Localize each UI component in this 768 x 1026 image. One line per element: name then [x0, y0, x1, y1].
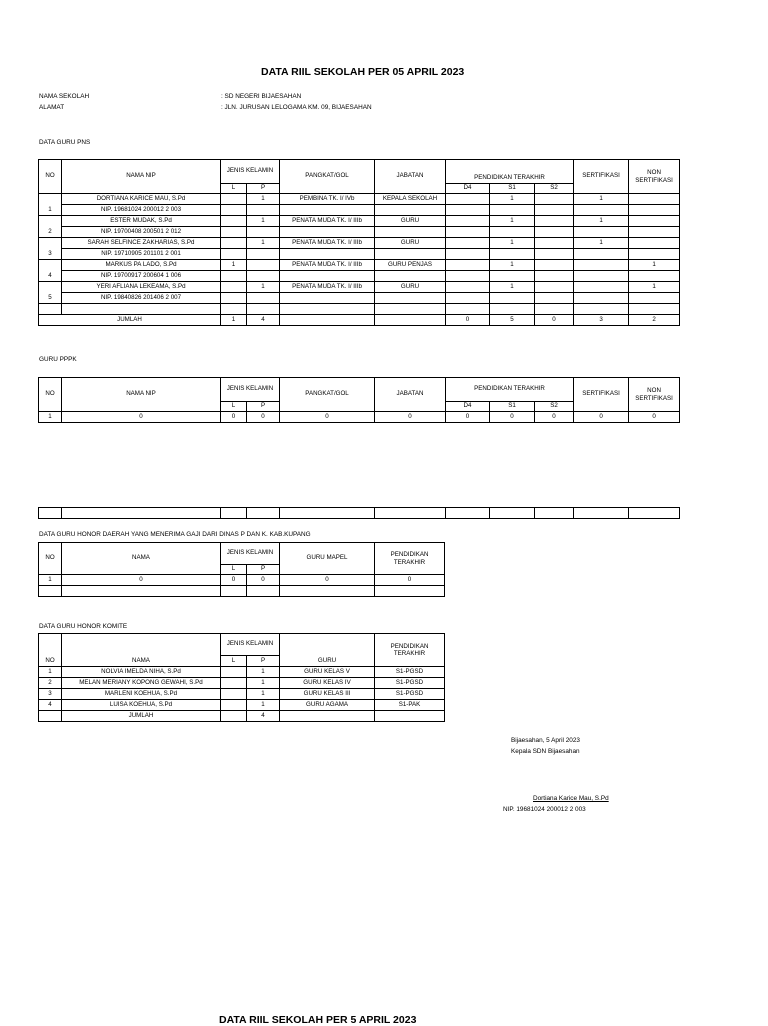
teacher-no: 4: [39, 271, 62, 282]
pppk-table: NO NAMA NIP JENIS KELAMIN PANGKAT/GOL JABATAN PENDIDIKAN TERAKHIR SERTIFIKASI NON SERTIFIKASI L P D4 S1 S2 1 0 0 0 0 0 0 0 0 0 0: [38, 377, 680, 423]
teacher-name: SARAH SELFINCE ZAKHARIAS, S.Pd: [62, 238, 221, 249]
teacher-nip: NIP. 19681024 200012 2 003: [62, 205, 221, 216]
col-rank-header: PANGKAT/GOL: [280, 378, 375, 412]
page-title: DATA RIIL SEKOLAH PER 05 APRIL 2023: [261, 66, 465, 78]
signature-role: Kepala SDN Bijaesahan: [511, 748, 580, 755]
table-row: [39, 586, 445, 597]
empty-row-strip: [38, 507, 680, 519]
table-row: [39, 293, 680, 304]
col-position-header: JABATAN: [375, 378, 446, 412]
teacher-no: 5: [39, 293, 62, 304]
honor-komite-heading: DATA GURU HONOR KOMITE: [39, 623, 128, 630]
teacher-nip: NIP. 19700408 200501 2 012: [62, 227, 221, 238]
pns-heading: DATA GURU PNS: [39, 139, 91, 146]
table-row: [39, 304, 680, 315]
school-name-value: : SD NEGERI BIJAESAHAN: [221, 93, 302, 100]
table-row: 2 MELAN MERIANY KOPONG GEWAHI, S.Pd 1 GURU KELAS IV S1-PGSD: [39, 678, 445, 689]
total-row: JUMLAH 1 4 0 5 0 3 2: [39, 315, 680, 326]
honor-daerah-heading: DATA GURU HONOR DAERAH YANG MENERIMA GAJI DARI DINAS P DAN K. KAB.KUPANG: [39, 531, 311, 538]
total-label: JUMLAH: [39, 315, 221, 326]
signature-place-date: Bijaesahan, 5 April 2023: [511, 737, 580, 744]
signature-name: Dortiana Karice Mau, S.Pd: [533, 795, 609, 802]
col-gender-header: JENIS KELAMIN: [221, 378, 280, 402]
col-p-header: P: [247, 184, 280, 194]
col-education-header: PENDIDIKAN TERAKHIR: [446, 160, 574, 184]
table-row: ESTER MUDAK, S.Pd 1 PENATA MUDA TK. I/ IIIb GURU 1 1: [39, 216, 680, 227]
col-s2-header: S2: [535, 184, 574, 194]
teacher-nip: NIP. 19710905 201101 2 001: [62, 249, 221, 260]
col-s1-header: S1: [490, 184, 535, 194]
signature-nip: NIP. 19681024 200012 2 003: [503, 806, 586, 813]
table-row: [39, 205, 680, 216]
teacher-nip: NIP. 19700917 200604 1 006: [62, 271, 221, 282]
table-row: SARAH SELFINCE ZAKHARIAS, S.Pd 1 PENATA MUDA TK. I/ IIIb GURU 1 1: [39, 238, 680, 249]
col-name-header: NAMA NIP: [62, 160, 221, 194]
school-name-label: NAMA SEKOLAH: [39, 93, 90, 100]
col-no-header: NO: [39, 160, 62, 194]
honor-daerah-table: NO NAMA JENIS KELAMIN GURU MAPEL PENDIDIKAN TERAKHIR L P 1 0 0 0 0 0: [38, 542, 445, 597]
table-row: MARKUS PA LADO, S.Pd 1 PENATA MUDA TK. I/ IIIb GURU PENJAS 1 1: [39, 260, 680, 271]
col-d4-header: D4: [446, 184, 490, 194]
col-education-header: PENDIDIKAN TERAKHIR: [446, 378, 574, 402]
col-cert-header: SERTIFIKASI: [574, 378, 629, 412]
col-noncert-header: NON SERTIFIKASI: [629, 378, 680, 412]
col-l-header: L: [221, 184, 247, 194]
teacher-no: 2: [39, 227, 62, 238]
col-position-header: JABATAN: [375, 160, 446, 194]
table-row: 1 0 0 0 0 0 0 0 0 0 0: [39, 412, 680, 423]
total-label: JUMLAH: [62, 711, 221, 722]
col-name-header: NAMA NIP: [62, 378, 221, 412]
col-rank-header: PANGKAT/GOL: [280, 160, 375, 194]
col-no-header: NO: [39, 378, 62, 412]
honor-komite-table: JENIS KELAMIN PENDIDIKAN TERAKHIR NO NAMA L P GURU 1 NOLVIA IMELDA NIHA, S.Pd 1 GURU KELAS V S1-PGSD 2 MELAN MERIANY KOPONG GEWAHI, S.Pd 1 GURU KELAS IV S1-PGSD 3 MARLENI KOEHUA, S.Pd 1 GURU KELAS III S1-PGSD 4 LUISA KOEHUA, S.Pd 1 GURU AGAMA S1-PAK JUMLAH 4: [38, 633, 445, 722]
col-cert-header: SERTIFIKASI: [574, 160, 629, 194]
table-row: 1 0 0 0 0 0: [39, 575, 445, 586]
teacher-nip: NIP. 19840826 201406 2 007: [62, 293, 221, 304]
table-row: 3 MARLENI KOEHUA, S.Pd 1 GURU KELAS III S1-PGSD: [39, 689, 445, 700]
teacher-no: 1: [39, 205, 62, 216]
teacher-name: DORTIANA KARICE MAU, S.Pd: [62, 194, 221, 205]
table-row: [39, 249, 680, 260]
pppk-heading: GURU PPPK: [39, 356, 77, 363]
teacher-name: MARKUS PA LADO, S.Pd: [62, 260, 221, 271]
table-row: DORTIANA KARICE MAU, S.Pd 1 PEMBINA TK. I/ IVb KEPALA SEKOLAH 1 1: [39, 194, 680, 205]
table-row: [39, 271, 680, 282]
table-row: YERI AFLIANA LEKEAMA, S.Pd 1 PENATA MUDA TK. I/ IIIb GURU 1 1: [39, 282, 680, 293]
address-value: : JLN. JURUSAN LELOGAMA KM. 09, BIJAESAHAN: [221, 104, 372, 111]
teacher-name: ESTER MUDAK, S.Pd: [62, 216, 221, 227]
table-row: [39, 227, 680, 238]
col-gender-header: JENIS KELAMIN: [221, 160, 280, 184]
total-row: JUMLAH 4: [39, 711, 445, 722]
table-row: 4 LUISA KOEHUA, S.Pd 1 GURU AGAMA S1-PAK: [39, 700, 445, 711]
col-noncert-header: NON SERTIFIKASI: [629, 160, 680, 194]
address-label: ALAMAT: [39, 104, 65, 111]
table-row: 1 NOLVIA IMELDA NIHA, S.Pd 1 GURU KELAS V S1-PGSD: [39, 667, 445, 678]
pns-table: [38, 159, 680, 326]
next-page-title: DATA RIIL SEKOLAH PER 5 APRIL 2023: [219, 1014, 417, 1026]
teacher-no: 3: [39, 249, 62, 260]
teacher-name: YERI AFLIANA LEKEAMA, S.Pd: [62, 282, 221, 293]
